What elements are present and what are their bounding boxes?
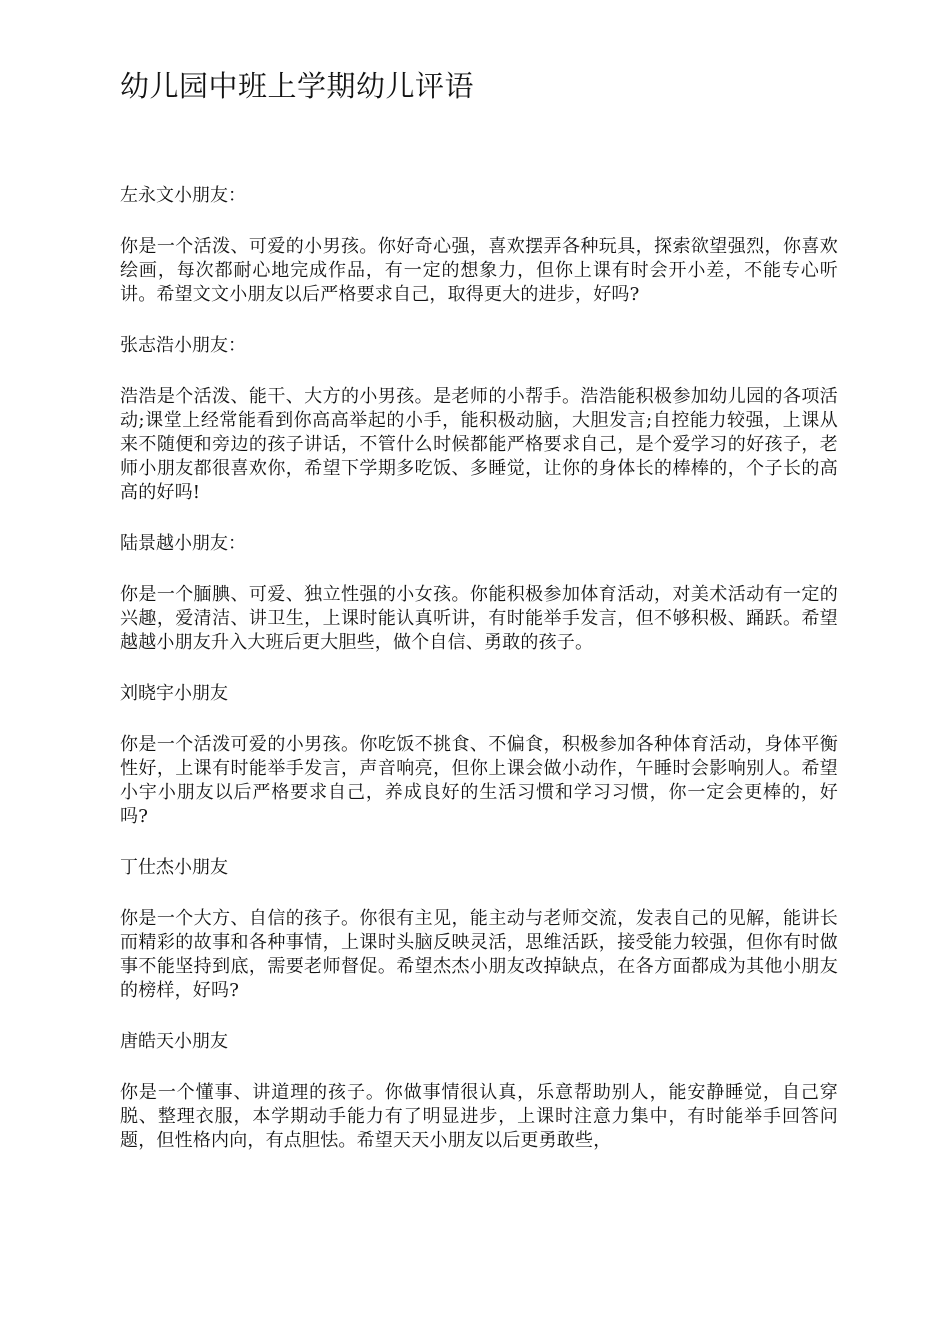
child-comment: 浩浩是个活泼、能干、大方的小男孩。是老师的小帮手。浩浩能积极参加幼儿园的各项活动;课堂上经常能看到你高高举起的小手，能积极动脑，大胆发言;自控能力较强，上课从来不随便和旁边的孩子讲话，不管什么时候都能严格要求自己，是个爱学习的好孩子，老师小朋友都很喜欢你，希望下学期多吃饭、多睡觉，让你的身体长的棒棒的，个子长的高高的好吗! [120,386,838,503]
child-name: 张志浩小朋友： [120,335,246,356]
child-name: 刘晓宇小朋友 [120,683,228,704]
child-name: 丁仕杰小朋友 [120,857,228,878]
child-comment: 你是一个活泼、可爱的小男孩。你好奇心强，喜欢摆弄各种玩具，探索欲望强烈，你喜欢绘画，每次都耐心地完成作品，有一定的想象力，但你上课有时会开小差，不能专心听讲。希望文文小朋友以后严格要求自己，取得更大的进步，好吗? [120,236,838,305]
evaluation-entry [120,334,838,505]
child-comment: 你是一个大方、自信的孩子。你很有主见，能主动与老师交流，发表自己的见解，能讲长而精彩的故事和各种事情，上课时头脑反映灵活，思维活跃，接受能力较强，但你有时做事不能坚持到底，需要老师督促。希望杰杰小朋友改掉缺点，在各方面都成为其他小朋友的榜样，好吗? [120,908,838,1001]
evaluation-list [120,184,838,1180]
evaluation-entry [120,682,838,829]
child-comment: 你是一个懂事、讲道理的孩子。你做事情很认真，乐意帮助别人，能安静睡觉，自己穿脱、整理衣服，本学期动手能力有了明显进步，上课时注意力集中，有时能举手回答问题，但性格内向，有点胆怯。希望天天小朋友以后更勇敢些， [120,1082,838,1151]
child-comment: 你是一个腼腆、可爱、独立性强的小女孩。你能积极参加体育活动，对美术活动有一定的兴趣，爱清洁、讲卫生，上课时能认真听讲，有时能举手发言，但不够积极、踊跃。希望越越小朋友升入大班后更大胆些，做个自信、勇敢的孩子。 [120,584,838,653]
evaluation-entry [120,856,838,1003]
evaluation-entry [120,1030,838,1153]
evaluation-entry [120,532,838,655]
child-name: 陆景越小朋友： [120,533,246,554]
child-comment: 你是一个活泼可爱的小男孩。你吃饭不挑食、不偏食，积极参加各种体育活动，身体平衡性好，上课有时能举手发言，声音响亮，但你上课会做小动作，午睡时会影响别人。希望小宇小朋友以后严格要求自己，养成良好的生活习惯和学习习惯，你一定会更棒的，好吗? [120,734,838,827]
evaluation-entry [120,184,838,307]
page-title: 幼儿园中班上学期幼儿评语 [120,69,475,103]
child-name: 左永文小朋友： [120,185,246,206]
child-name: 唐皓天小朋友 [120,1031,228,1052]
